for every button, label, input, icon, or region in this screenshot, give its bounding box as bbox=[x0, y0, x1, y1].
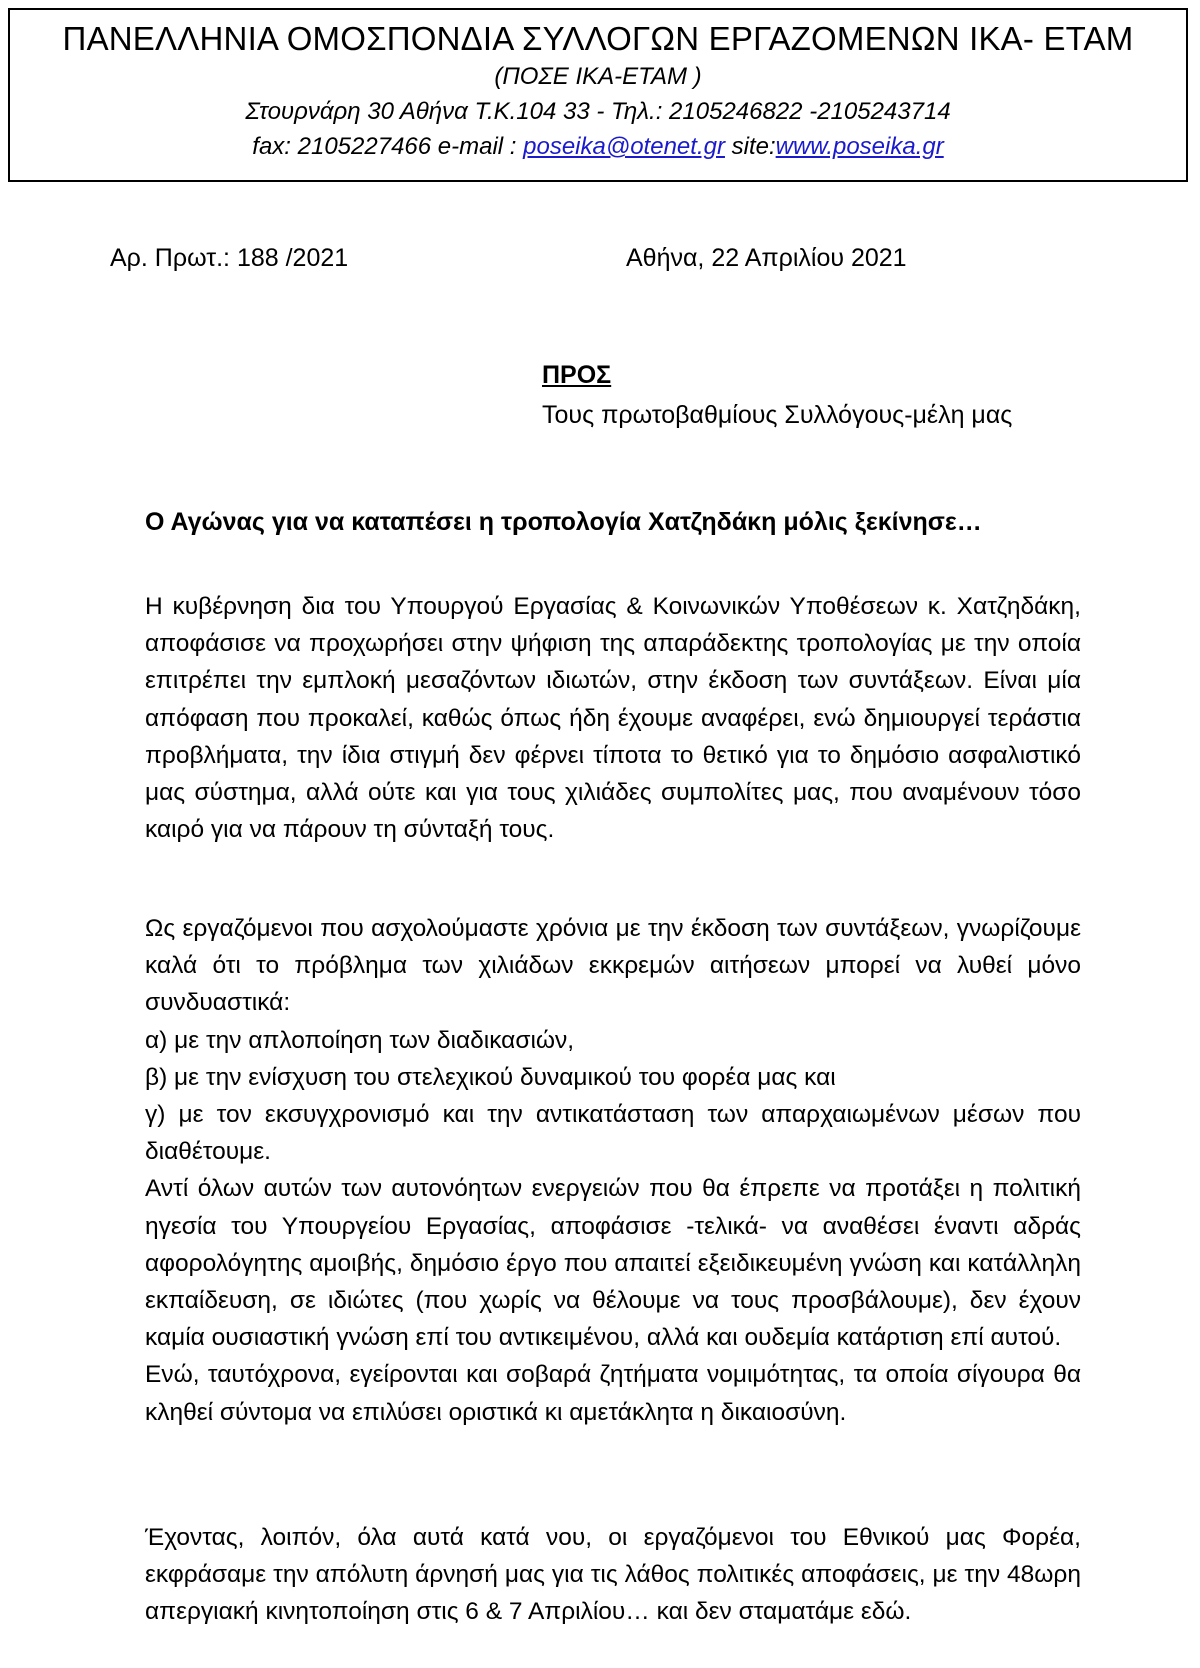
letterhead-box bbox=[8, 8, 1188, 182]
recipient-block bbox=[542, 355, 1012, 435]
organization-address: Στουρνάρη 30 Αθήνα Τ.Κ.104 33 - Τηλ.: 2105246822 -2105243714 bbox=[245, 97, 951, 125]
list-item-a: α) με την απλοποίηση των διαδικασιών, bbox=[145, 1026, 575, 1054]
paragraph-legality: Ενώ, ταυτόχρονα, εγείρονται και σοβαρά ζητήματα νομιμότητας, τα οποία σίγουρα θα κληθεί σύντομα να επιλύσει οριστικά κι αμετάκλητα η δικαιοσύνη. bbox=[145, 1361, 1081, 1426]
list-item-b: β) με την ενίσχυση του στελεχικού δυναμικού του φορέα μας και bbox=[145, 1063, 836, 1091]
organization-name: ΠΑΝΕΛΛΗΝΙΑ ΟΜΟΣΠΟΝΔΙΑ ΣΥΛΛΟΓΩΝ ΕΡΓΑΖΟΜΕΝΩΝ ΙΚΑ- ΕΤΑΜ bbox=[62, 20, 1134, 57]
paragraph-intro: Ως εργαζόμενοι που ασχολούμαστε χρόνια με την έκδοση των συντάξεων, γνωρίζουμε καλά ότι το πρόβλημα των χιλιάδων εκκρεμών αιτήσεων μπορεί να λυθεί μόνο συνδυαστικά: bbox=[145, 915, 1081, 1017]
organization-abbreviation: (ΠΟΣΕ ΙΚΑ-ΕΤΑΜ ) bbox=[494, 62, 702, 90]
list-item-c: γ) με τον εκσυγχρονισμό και την αντικατάσταση των απαρχαιωμένων μέσων που διαθέτουμε. bbox=[145, 1101, 1081, 1166]
fax-label: fax: 2105227466 e-mail : bbox=[252, 132, 524, 160]
paragraph-text: Η κυβέρνηση δια του Υπουργού Εργασίας & Κοινωνικών Υποθέσεων κ. Χατζηδάκη, αποφάσισε να προχωρήσει στην ψήφιση της απαράδεκτης τροπολογίας με την οποία επιτρέπει την εμπλοκή μεσαζόντων ιδιωτών, στην έκδοση των συντάξεων. Είναι μία απόφαση που προκαλεί, καθώς όπως ήδη έχουμε αναφέρει, ενώ δημιουργεί τεράστια προβλήματα, την ίδια στιγμή δεν φέρνει τίποτα το θετικό για το δημόσιο ασφαλιστικό μας σύστημα, αλλά ούτε και για τους χιλιάδες συμπολίτες μας, που αναμένουν τόσο καιρό για να πάρουν τη σύνταξή τους. bbox=[145, 593, 1081, 844]
body-paragraph-3 bbox=[145, 1519, 1081, 1631]
paragraph-continuation: Αντί όλων αυτών των αυτονόητων ενεργειών που θα έπρεπε να προτάξει η πολιτική ηγεσία του Υπουργείου Εργασίας, αποφάσισε -τελικά- να αναθέσει έναντι αδράς αφορολόγητης αμοιβής, δημόσιο έργο που απαιτεί εξειδικευμένη γνώση και κατάλληλη εκπαίδευση, σε ιδιώτες (που χωρίς να θέλουμε να τους προσβάλουμε), δεν έχουν καμία ουσιαστική γνώση επί του αντικειμένου, αλλά και ουδεμία κατάρτιση επί αυτού. bbox=[145, 1175, 1081, 1352]
body-paragraph-2 bbox=[145, 910, 1081, 1431]
email-link[interactable]: poseika@otenet.gr bbox=[523, 132, 725, 160]
protocol-number: Αρ. Πρωτ.: 188 /2021 bbox=[110, 244, 349, 272]
letter-date: Αθήνα, 22 Απριλίου 2021 bbox=[626, 244, 907, 272]
website-link[interactable]: www.poseika.gr bbox=[775, 132, 944, 160]
contact-line bbox=[10, 129, 1186, 164]
body-paragraph-1 bbox=[145, 588, 1081, 848]
recipient-label: ΠΡΟΣ bbox=[542, 361, 612, 389]
letter-title: Ο Αγώνας για να καταπέσει η τροπολογία Χατζηδάκη μόλις ξεκίνησε… bbox=[145, 508, 982, 536]
recipient-text: Τους πρωτοβαθμίους Συλλόγους-μέλη μας bbox=[542, 401, 1013, 429]
site-label: site: bbox=[724, 132, 776, 160]
paragraph-text: Έχοντας, λοιπόν, όλα αυτά κατά νου, οι εργαζόμενοι του Εθνικού μας Φορέα, εκφράσαμε την απόλυτη άρνησή μας για τις λάθος πολιτικές αποφάσεις, με την 48ωρη απεργιακή κινητοποίηση στις 6 & 7 Απριλίου… και δεν σταματάμε εδώ. bbox=[145, 1524, 1081, 1626]
